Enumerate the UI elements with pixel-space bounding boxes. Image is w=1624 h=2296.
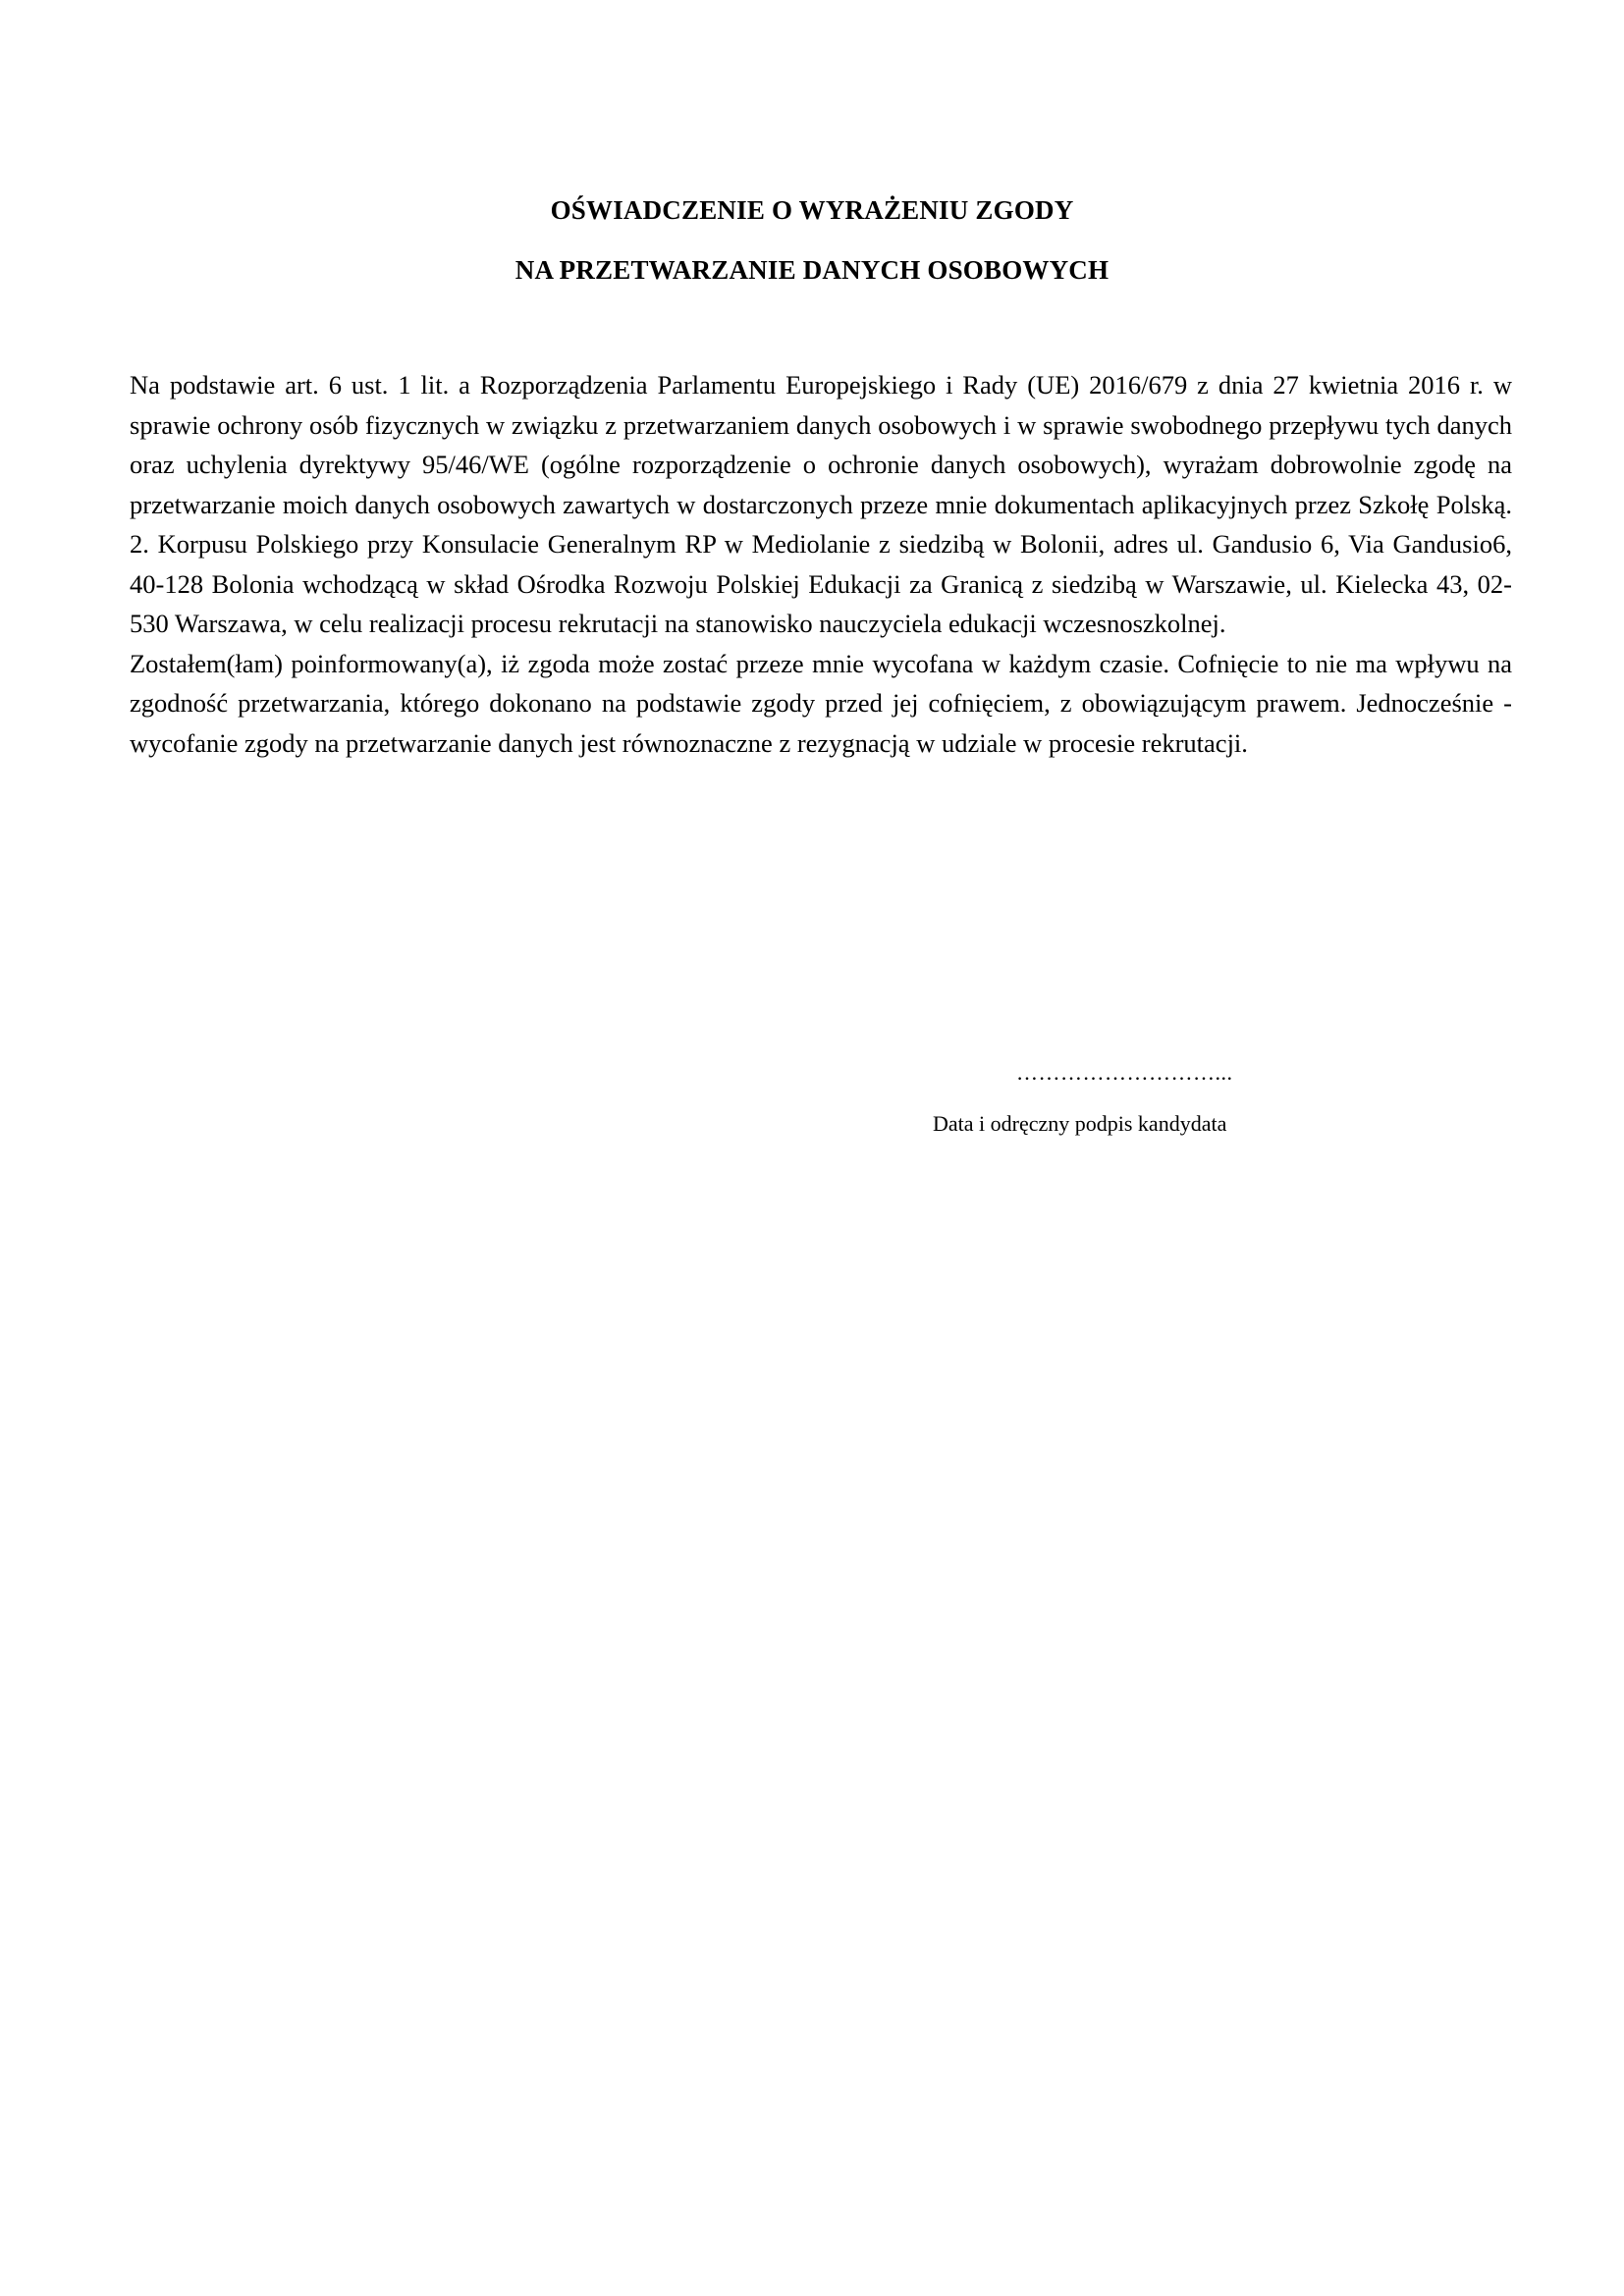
withdrawal-paragraph: Zostałem(łam) poinformowany(a), iż zgoda może zostać przeze mnie wycofana w każdym czasie. Cofnięcie to nie ma wpływu na zgodność przetwarzania, którego dokonano na podstawie zgody przed jej cofnięciem, z obowiązującym prawem. Jednocześnie - wycofanie zgody na przetwarzanie danych jest równoznaczne z rezygnacją w udziale w procesie rekrutacji. bbox=[130, 648, 1512, 758]
consent-paragraph: Na podstawie art. 6 ust. 1 lit. a Rozporządzenia Parlamentu Europejskiego i Rady (UE) 2016/679 z dnia 27 kwietnia 2016 r. w sprawie ochrony osób fizycznych w związku z przetwarzaniem danych osobowych i w sprawie swobodnego przepływu tych danych oraz uchylenia dyrektywy 95/46/WE (ogólne rozporządzenie o ochronie danych osobowych), wyrażam dobrowolnie zgodę na przetwarzanie moich danych osobowych zawartych w dostarczonych przeze mnie dokumentach aplikacyjnych przez Szkołę Polską. 2. Korpusu Polskiego przy Konsulacie Generalnym RP w Mediolanie z siedzibą w Bolonii, adres ul. Gandusio 6, Via Gandusio6, 40-128 Bolonia wchodzącą w skład Ośrodka Rozwoju Polskiej Edukacji za Granicą z siedzibą w Warszawie, ul. Kielecka 43, 02-530 Warszawa, w celu realizacji procesu rekrutacji na stanowisko nauczyciela edukacji wczesnoszkolnej. bbox=[130, 370, 1512, 638]
document-title-line-1: OŚWIADCZENIE O WYRAŻENIU ZGODY bbox=[550, 195, 1074, 225]
document-body bbox=[130, 365, 1512, 763]
signature-label: Data i odręczny podpis kandydata bbox=[933, 1111, 1227, 1136]
signature-line: ………………………... bbox=[1016, 1060, 1233, 1085]
document-title-line-2: NA PRZETWARZANIE DANYCH OSOBOWYCH bbox=[514, 255, 1110, 285]
